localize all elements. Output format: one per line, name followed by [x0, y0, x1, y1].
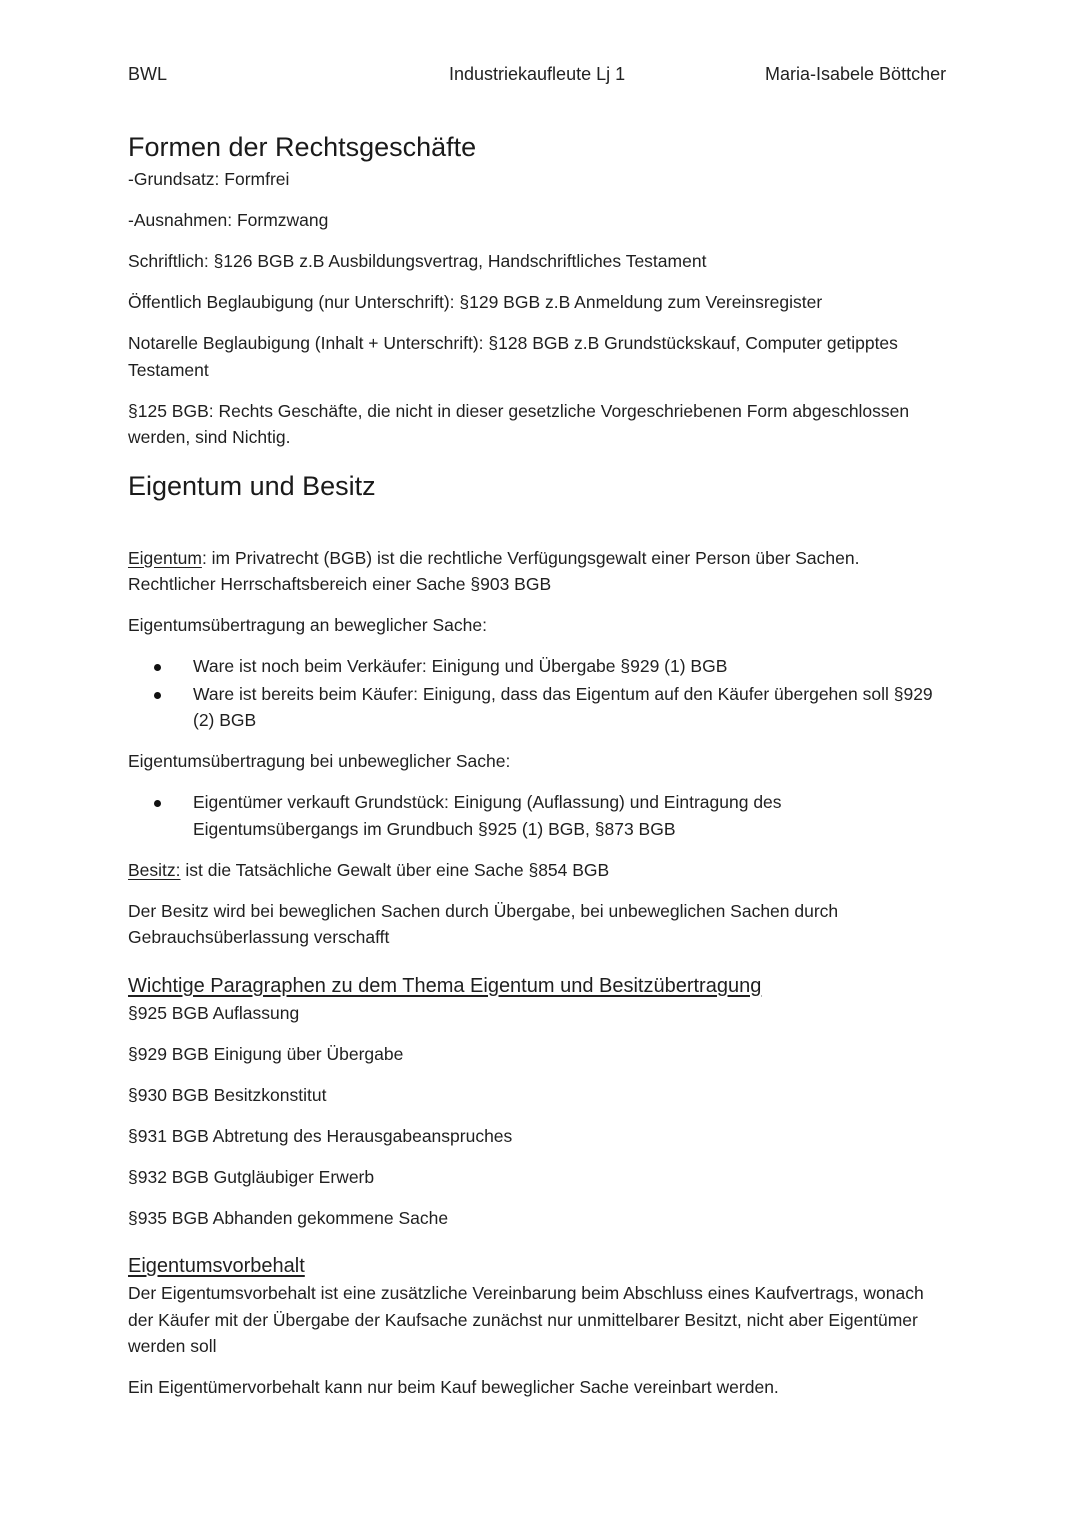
besitz-uebergabe-line: Der Besitz wird bei beweglichen Sachen durch Übergabe, bei unbeweglichen Sachen durch Gebrauchsüberlassung verschafft	[128, 900, 839, 947]
paragraph-item: §935 BGB Abhanden gekommene Sache	[128, 1207, 449, 1228]
paragraphs-heading: Wichtige Paragraphen zu dem Thema Eigentum und Besitzübertragung	[128, 974, 762, 997]
besitz-definition	[128, 857, 948, 884]
unbeweglich-heading: Eigentumsübertragung bei unbeweglicher Sache:	[128, 751, 511, 771]
header-course: Industriekaufleute Lj 1	[449, 64, 626, 84]
header-subject: BWL	[128, 64, 168, 84]
beweglich-list	[128, 653, 948, 734]
paragraph-125-line: §125 BGB: Rechts Geschäfte, die nicht in dieser gesetzliche Vorgeschriebenen Form abgeschlossen werden, sind Nichtig.	[128, 400, 910, 447]
paragraph-item: §930 BGB Besitzkonstitut	[128, 1084, 327, 1105]
besitz-definition-text: ist die Tatsächliche Gewalt über eine Sache §854 BGB	[180, 859, 610, 880]
notarielle-line: Notarelle Beglaubigung (Inhalt + Unterschrift): §128 BGB z.B Grundstückskauf, Computer getipptes Testament	[128, 333, 898, 380]
list-item-text: Ware ist bereits beim Käufer: Einigung, dass das Eigentum auf den Käufer übergehen soll §929 (2) BGB	[193, 683, 933, 730]
schriftlich-line: Schriftlich: §126 BGB z.B Ausbildungsvertrag, Handschriftliches Testament	[128, 251, 707, 271]
eigentum-term: Eigentum	[128, 547, 202, 568]
vorbehalt-text: Der Eigentumsvorbehalt ist eine zusätzliche Vereinbarung beim Abschluss eines Kaufvertrags, wonach der Käufer mit der Übergabe der Kaufsache zunächst nur unmittelbarer Besitzt, nicht aber Eigentümer werden soll	[128, 1283, 924, 1356]
paragraph-item: §925 BGB Auflassung	[128, 1002, 300, 1023]
paragraph-item: §929 BGB Einigung über Übergabe	[128, 1043, 404, 1064]
eigentum-definition	[128, 545, 948, 598]
unbeweglich-list	[128, 789, 948, 842]
section-title-eigentum: Eigentum und Besitz	[128, 470, 376, 501]
oeffentlich-line: Öffentlich Beglaubigung (nur Unterschrift): §129 BGB z.B Anmeldung zum Vereinsregister	[128, 292, 823, 312]
besitz-term: Besitz:	[128, 859, 181, 880]
bullet-icon	[154, 692, 161, 699]
vorbehalt-heading: Eigentumsvorbehalt	[128, 1255, 305, 1277]
header-author: Maria-Isabele Böttcher	[765, 64, 947, 84]
list-item	[128, 653, 948, 680]
paragraph-item: §932 BGB Gutgläubiger Erwerb	[128, 1166, 375, 1187]
beweglich-heading: Eigentumsübertragung an beweglicher Sache:	[128, 615, 487, 635]
document-body	[128, 128, 948, 1401]
eigentum-definition-text: : im Privatrecht (BGB) ist die rechtliche Verfügungsgewalt einer Person über Sachen. Rechtlicher Herrschaftsbereich einer Sache §903 BGB	[128, 547, 860, 594]
list-item-text: Ware ist noch beim Verkäufer: Einigung und Übergabe §929 (1) BGB	[193, 656, 728, 676]
list-item-text: Eigentümer verkauft Grundstück: Einigung (Auflassung) und Eintragung des Eigentumsübergangs im Grundbuch §925 (1) BGB, §873 BGB	[193, 792, 782, 839]
bullet-icon	[154, 800, 161, 807]
list-item	[128, 789, 948, 842]
ausnahmen-line: -Ausnahmen: Formzwang	[128, 210, 329, 230]
section-title-formen: Formen der Rechtsgeschäfte	[128, 132, 477, 162]
bullet-icon	[154, 664, 161, 671]
paragraph-item: §931 BGB Abtretung des Herausgabeanspruches	[128, 1125, 513, 1146]
list-item	[128, 681, 948, 734]
vorbehalt-note: Ein Eigentümervorbehalt kann nur beim Kauf beweglicher Sache vereinbart werden.	[128, 1377, 779, 1397]
grundsatz-line: -Grundsatz: Formfrei	[128, 169, 290, 189]
